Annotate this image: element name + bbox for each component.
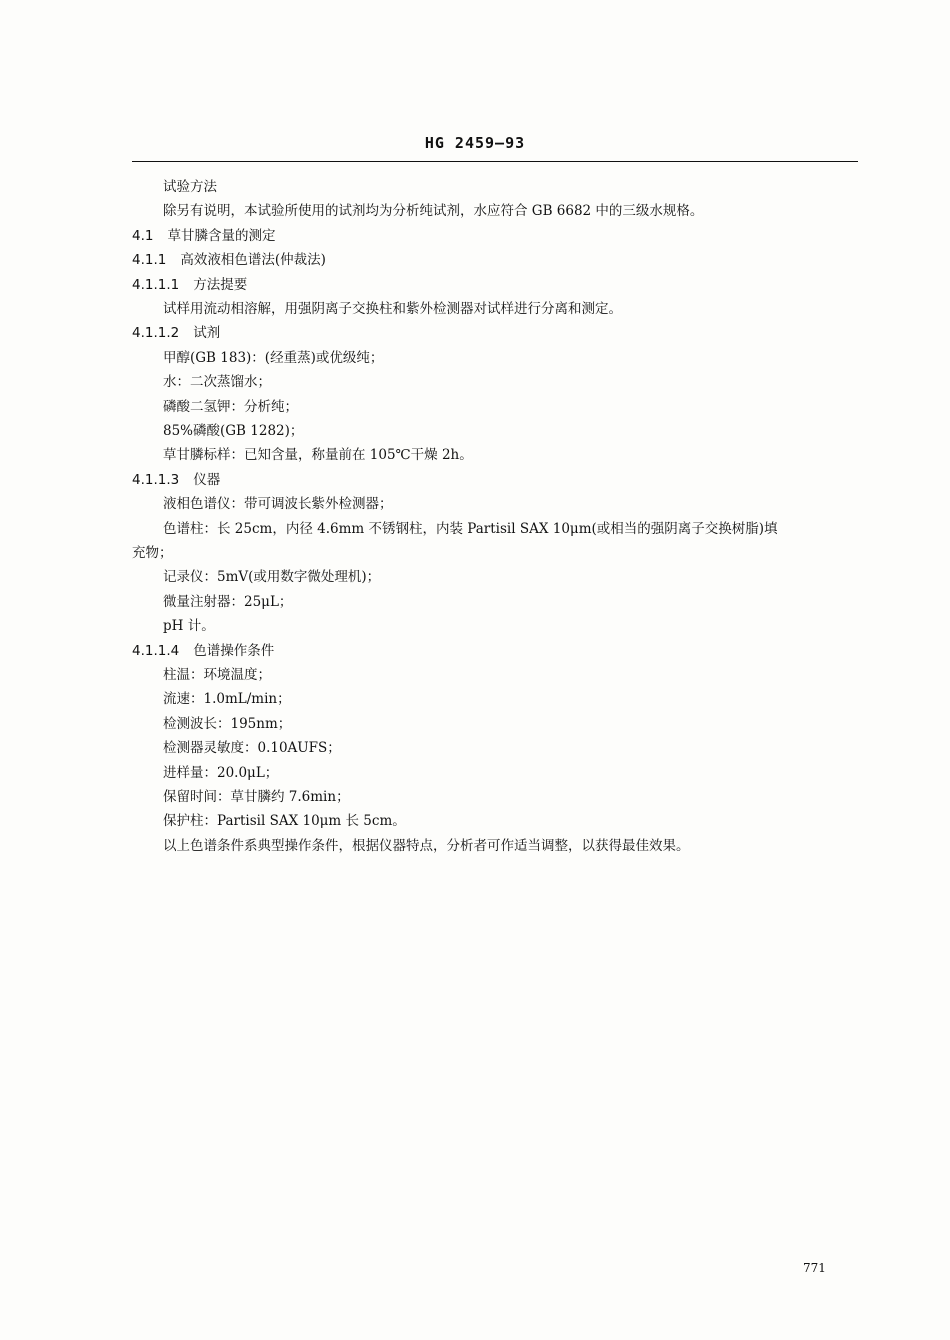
paragraph-line: 甲醇(GB 183)：(经重蒸)或优级纯；	[163, 349, 384, 366]
section-heading	[132, 642, 274, 660]
section-title: 试剂	[193, 325, 221, 342]
section-heading	[132, 276, 247, 294]
paragraph-line: 磷酸二氢钾：分析纯；	[163, 398, 298, 415]
paragraph-line: 草甘膦标样：已知含量，称量前在 105℃干燥 2h。	[163, 447, 473, 464]
header-rule	[132, 161, 858, 162]
paragraph-line: 保护柱：Partisil SAX 10μm 长 5cm。	[163, 813, 406, 830]
paragraph-line: 色谱柱：长 25cm，内径 4.6mm 不锈钢柱，内装 Partisil SAX 10μm(或相当的强阴离子交换树脂)填	[163, 520, 778, 537]
paragraph-line: 微量注射器：25μL；	[163, 593, 293, 610]
page-number: 771	[803, 1261, 826, 1275]
section-heading	[132, 324, 220, 342]
paragraph-line: 水：二次蒸馏水；	[163, 374, 271, 391]
section-title: 草甘膦含量的测定	[167, 227, 276, 244]
paragraph-line: 试样用流动相溶解，用强阴离子交换柱和紫外检测器对试样进行分离和测定。	[163, 301, 622, 317]
section-number: 4.1.1.3	[132, 471, 180, 488]
paragraph-line: 柱温：环境温度；	[163, 667, 271, 683]
section-heading	[132, 227, 275, 245]
section-number: 4.1.1.1	[132, 276, 180, 293]
paragraph-line: 除另有说明，本试验所使用的试剂均为分析纯试剂，水应符合 GB 6682 中的三级水规格。	[163, 203, 704, 220]
paragraph-continuation: 充物；	[132, 545, 173, 561]
section-title: 高效液相色谱法(仲裁法)	[180, 252, 326, 269]
paragraph-line: pH 计。	[163, 618, 215, 635]
paragraph-line: 检测波长：195nm；	[163, 715, 292, 732]
paragraph-line: 进样量：20.0μL；	[163, 764, 279, 781]
paragraph-line: 流速：1.0mL/min；	[163, 691, 291, 708]
paragraph-line: 以上色谱条件系典型操作条件，根据仪器特点，分析者可作适当调整，以获得最佳效果。	[163, 837, 690, 854]
section-number: 4.1.1.2	[132, 325, 180, 342]
section-number: 4.1.1	[132, 252, 167, 269]
section-title: 仪器	[193, 471, 221, 488]
paragraph-line: 记录仪：5mV(或用数字微处理机)；	[163, 569, 381, 586]
section-title: 色谱操作条件	[193, 642, 275, 659]
paragraph-line: 检测器灵敏度：0.10AUFS；	[163, 740, 341, 757]
section-number: 4.1.1.4	[132, 642, 180, 659]
paragraph-line: 试验方法	[163, 179, 217, 195]
section-title: 方法提要	[193, 276, 248, 293]
paragraph-line: 液相色谱仪：带可调波长紫外检测器；	[163, 496, 393, 513]
section-heading	[132, 251, 326, 269]
paragraph-line: 保留时间：草甘膦约 7.6min；	[163, 789, 350, 805]
paragraph-line: 85%磷酸(GB 1282)；	[163, 423, 304, 439]
section-heading	[132, 471, 220, 489]
standard-code: HG 2459—93	[424, 134, 526, 152]
section-number: 4.1	[132, 227, 154, 244]
